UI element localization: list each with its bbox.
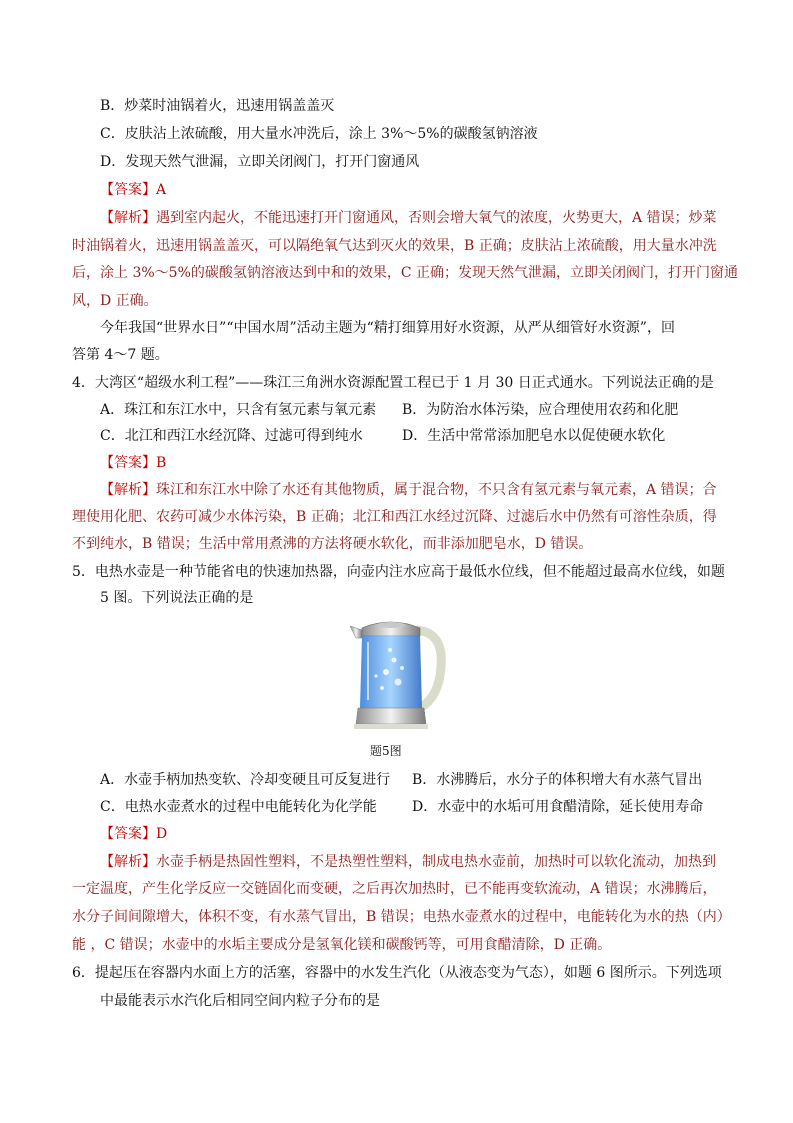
q5-explanation-line-2: 一定温度，产生化学反应一交链固化而变硬，之后再次加热时，已不能再变软流动，A 错误；水沸腾后， bbox=[72, 881, 717, 897]
q3-explanation-line-4: 风，D 正确。 bbox=[72, 293, 158, 309]
answer-value: B bbox=[156, 455, 167, 471]
q4-option-d: D．生活中常常添加肥皂水以促使硬水软化 bbox=[402, 428, 666, 444]
q5-option-b: B．水沸腾后，水分子的体积增大有水蒸气冒出 bbox=[412, 772, 703, 788]
answer-tag: 【答案】 bbox=[100, 182, 156, 198]
intro-line-2: 答第 4～7 题。 bbox=[72, 347, 169, 363]
q4-stem: 4．大湾区“超级水利工程”——珠江三角洲水资源配置工程已于 1 月 30 日正式通水。下列说法正确的是 bbox=[72, 375, 714, 391]
q5-option-a: A．水壶手柄加热变软、冷却变硬且可反复进行 bbox=[100, 772, 391, 788]
q5-stem-line-2: 5 图。下列说法正确的是 bbox=[100, 590, 254, 606]
q3-explanation-line-2: 时油锅着火，迅速用锅盖盖灭，可以隔绝氧气达到灭火的效果，B 正确；皮肤沾上浓硫酸，用大量水冲洗 bbox=[72, 238, 717, 254]
q6-stem-line-2: 中最能表示水汽化后相同空间内粒子分布的是 bbox=[100, 993, 380, 1009]
explanation-tag: 【解析】 bbox=[100, 854, 156, 870]
q3-option-d: D．发现天然气泄漏，立即关闭阀门，打开门窗通风 bbox=[100, 154, 420, 170]
figure-caption: 题5图 bbox=[370, 744, 402, 758]
q5-option-c: C．电热水壶煮水的过程中电能转化为化学能 bbox=[100, 799, 377, 815]
q5-option-d: D．水壶中的水垢可用食醋清除，延长使用寿命 bbox=[412, 799, 704, 815]
q5-answer bbox=[100, 823, 167, 845]
q3-answer bbox=[100, 179, 166, 201]
q5-explanation-line-3: 水分子间间隙增大，体积不变，有水蒸气冒出，B 错误；电热水壶煮水的过程中，电能转化为水的热（内） bbox=[72, 909, 731, 925]
explanation-tag: 【解析】 bbox=[100, 482, 156, 498]
q4-option-c: C．北江和西江水经沉降、过滤可得到纯水 bbox=[100, 428, 363, 444]
q6-stem-line-1: 6．提起压在容器内水面上方的活塞，容器中的水发生汽化（从液态变为气态），如题 6 图所示。下列选项 bbox=[72, 965, 722, 981]
explanation-text: 遇到室内起火，不能迅速打开门窗通风，否则会增大氧气的浓度，火势更大，A 错误；炒菜 bbox=[156, 210, 717, 226]
intro-line-1: 今年我国“世界水日”“中国水周”活动主题为“精打细算用好水资源，从严从细管好水资源”，回 bbox=[100, 320, 675, 336]
kettle-figure bbox=[346, 612, 448, 739]
q5-explanation-line-4: 能 ，C 错误；水壶中的水垢主要成分是氢氧化镁和碳酸钙等，可用食醋清除，D 正确。 bbox=[72, 937, 612, 953]
explanation-tag: 【解析】 bbox=[100, 210, 156, 226]
answer-value: D bbox=[156, 826, 168, 842]
q4-answer bbox=[100, 452, 166, 474]
q3-option-b: B．炒菜时油锅着火，迅速用锅盖盖灭 bbox=[100, 98, 335, 114]
q5-stem-line-1: 5．电热水壶是一种节能省电的快速加热器，向壶内注水应高于最低水位线，但不能超过最高水位线，如题 bbox=[72, 564, 725, 580]
q5-explanation-line-1 bbox=[100, 851, 716, 873]
q3-explanation-line-1 bbox=[100, 207, 717, 229]
answer-tag: 【答案】 bbox=[100, 455, 156, 471]
answer-tag: 【答案】 bbox=[100, 826, 156, 842]
q4-explanation-line-3: 不到纯水，B 错误；生活中常用煮沸的方法将硬水软化，而非添加肥皂水，D 错误。 bbox=[72, 536, 593, 552]
q3-option-c: C．皮肤沾上浓硫酸，用大量水冲洗后，涂上 3%～5%的碳酸氢钠溶液 bbox=[100, 126, 538, 142]
q4-option-b: B．为防治水体污染，应合理使用农药和化肥 bbox=[402, 402, 679, 418]
answer-value: A bbox=[156, 182, 167, 198]
explanation-text: 珠江和东江水中除了水还有其他物质，属于混合物，不只含有氢元素与氧元素，A 错误；合 bbox=[156, 482, 717, 498]
q4-option-a: A．珠江和东江水中，只含有氢元素与氧元素 bbox=[100, 402, 377, 418]
q4-explanation-line-1 bbox=[100, 479, 717, 501]
q3-explanation-line-3: 后，涂上 3%～5%的碳酸氢钠溶液达到中和的效果，C 正确；发现天然气泄漏，立即关闭阀门，打开门窗通 bbox=[72, 265, 739, 281]
q4-explanation-line-2: 理使用化肥、农药可减少水体污染，B 正确；北江和西江水经过沉降、过滤后水中仍然有可溶性杂质，得 bbox=[72, 509, 717, 525]
explanation-text: 水壶手柄是热固性塑料，不是热塑性塑料，制成电热水壶前，加热时可以软化流动，加热到 bbox=[156, 854, 716, 870]
